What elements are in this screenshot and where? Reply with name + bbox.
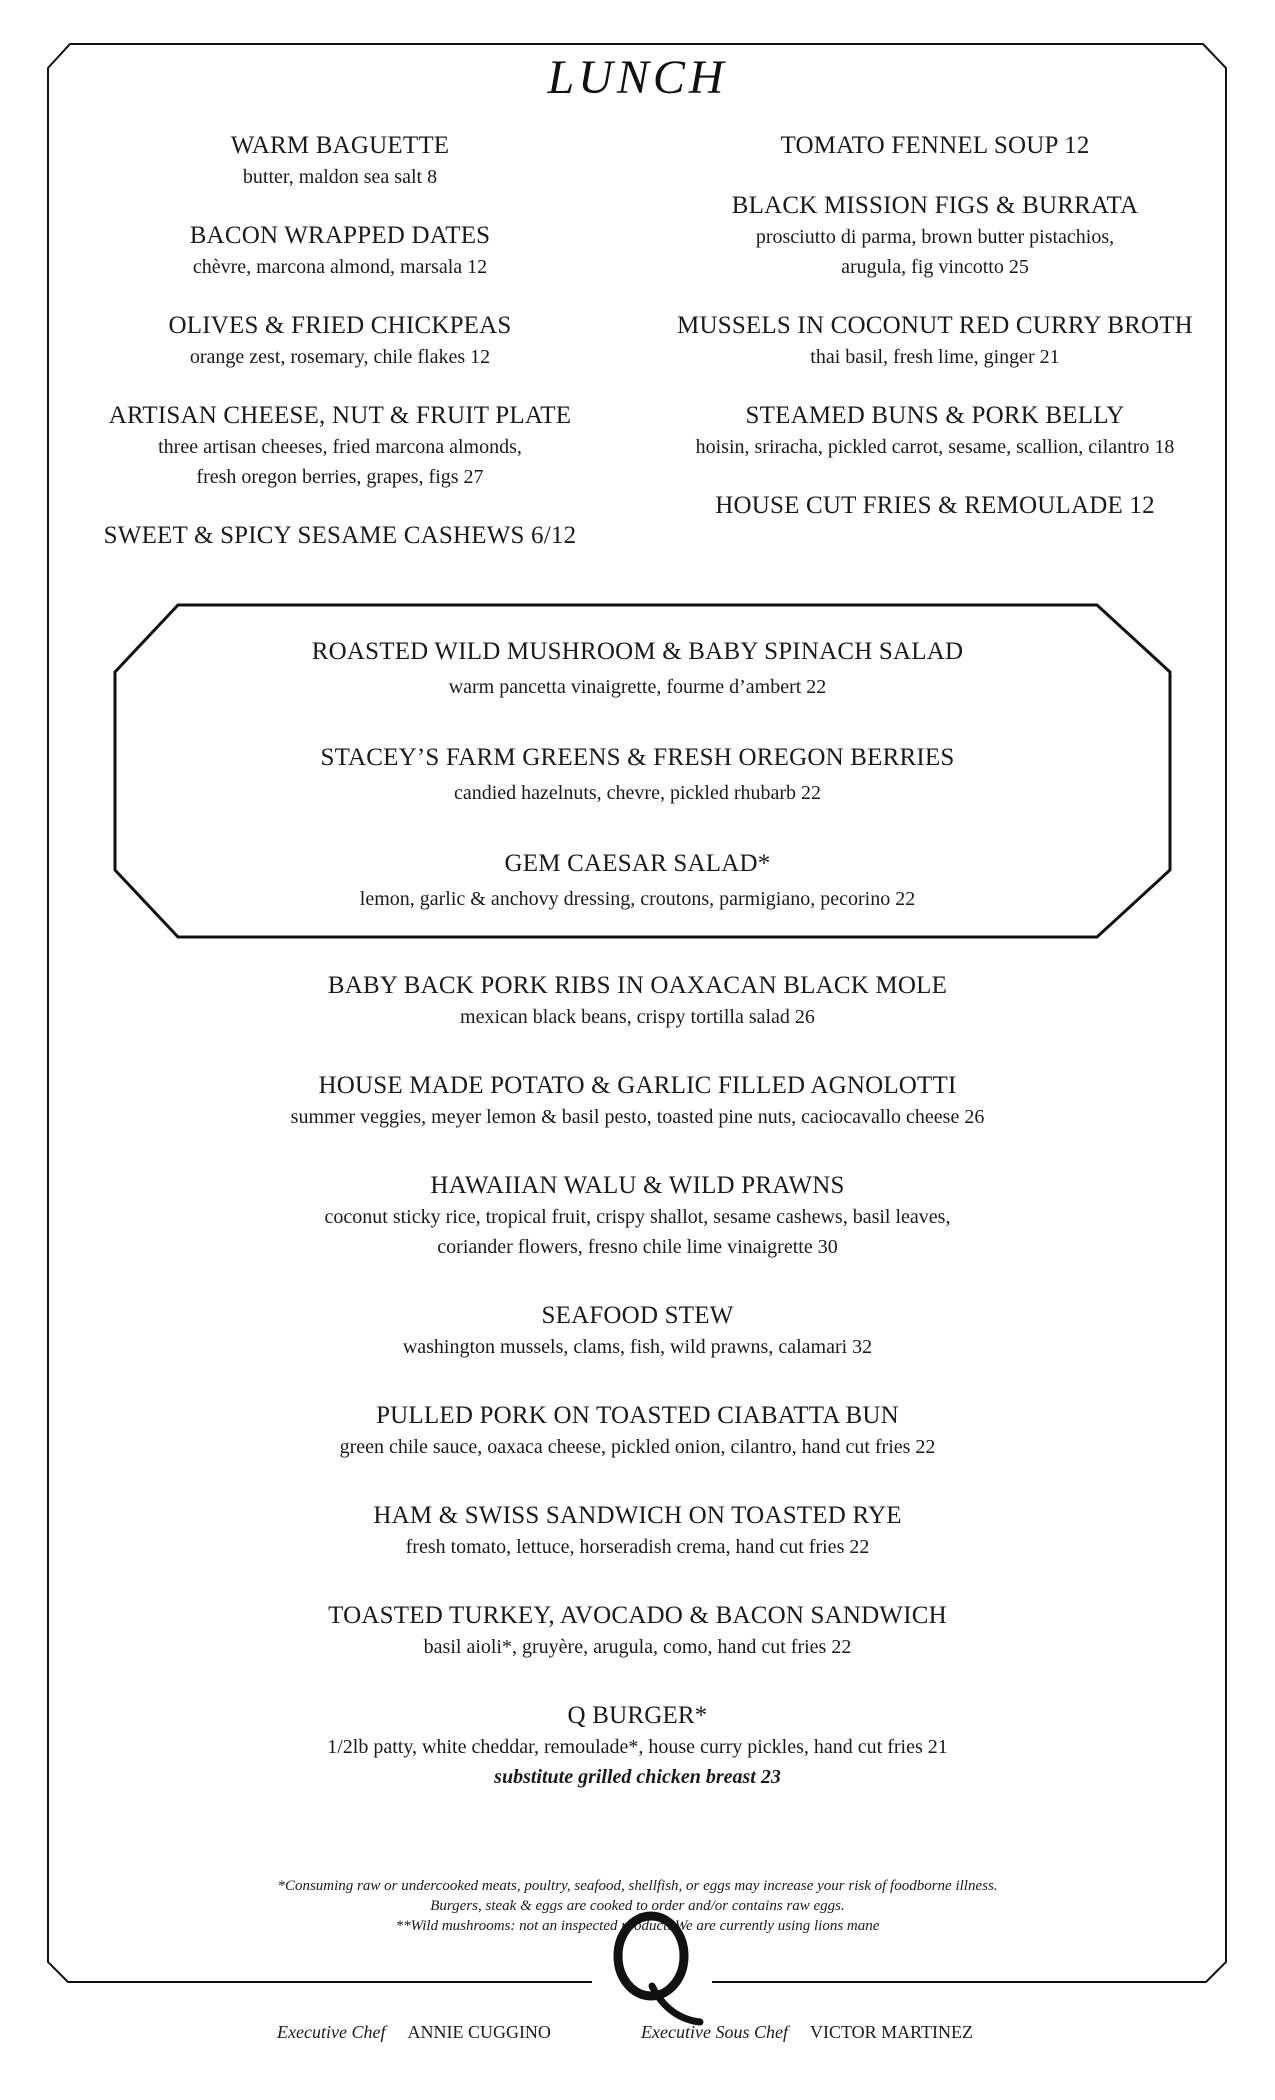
menu-item-description: mexican black beans, crispy tortilla salad 26 [460, 1006, 815, 1028]
salad-section [110, 636, 1165, 954]
menu-item-name: HOUSE MADE POTATO & GARLIC FILLED AGNOLOTTI [318, 1072, 957, 1099]
menu-item-name: Q BURGER* [567, 1702, 708, 1729]
menu-item-name: TOMATO FENNEL SOUP 12 [780, 132, 1090, 159]
menu-item-description: hoisin, sriracha, pickled carrot, sesame, scallion, cilantro 18 [695, 436, 1175, 458]
menu-item-description: orange zest, rosemary, chile flakes 12 [189, 346, 491, 368]
menu-item-description: thai basil, fresh lime, ginger 21 [810, 346, 1060, 368]
menu-item [60, 970, 1215, 1032]
starters-right-column [640, 130, 1230, 550]
menu-item-name: BACON WRAPPED DATES [189, 222, 491, 249]
menu-item-name: HAWAIIAN WALU & WILD PRAWNS [430, 1172, 845, 1199]
menu-item-name: STACEY’S FARM GREENS & FRESH OREGON BERRIES [320, 744, 955, 771]
menu-item-description: basil aioli*, gruyère, arugula, como, hand cut fries 22 [423, 1636, 852, 1658]
starters-left-column [70, 130, 610, 580]
menu-item [60, 1400, 1215, 1462]
menu-item-description: coriander flowers, fresno chile lime vinaigrette 30 [437, 1236, 838, 1258]
menu-item-description: chèvre, marcona almond, marsala 12 [192, 256, 488, 278]
sous-chef-name: VICTOR MARTINEZ [809, 2022, 974, 2042]
menu-item-description: arugula, fig vincotto 25 [841, 256, 1029, 278]
menu-item [60, 1700, 1215, 1792]
sous-chef-role: Executive Sous Chef [641, 2022, 788, 2042]
menu-item [60, 1500, 1215, 1562]
menu-item [640, 310, 1230, 372]
menu-item [640, 490, 1230, 522]
menu-item-description: summer veggies, meyer lemon & basil pesto, toasted pine nuts, caciocavallo cheese 26 [290, 1106, 985, 1128]
menu-item [60, 1300, 1215, 1362]
menu-item [70, 310, 610, 372]
menu-item [60, 1070, 1215, 1132]
menu-item-name: PULLED PORK ON TOASTED CIABATTA BUN [376, 1402, 899, 1429]
menu-item [640, 130, 1230, 162]
executive-chef-credit [277, 2022, 551, 2043]
menu-item-description: coconut sticky rice, tropical fruit, crispy shallot, sesame cashews, basil leaves, [324, 1206, 951, 1228]
menu-title: LUNCH [547, 51, 728, 104]
menu-item [110, 848, 1165, 914]
disclaimer-line: Burgers, steak & eggs are cooked to order and/or contains raw eggs. [430, 1898, 845, 1914]
executive-chef-name: ANNIE CUGGINO [407, 2022, 551, 2042]
menu-item-name: BABY BACK PORK RIBS IN OAXACAN BLACK MOLE [327, 972, 948, 999]
disclaimer-line: **Wild mushrooms: not an inspected product. We are currently using lions mane [395, 1918, 880, 1934]
menu-item-description: washington mussels, clams, fish, wild prawns, calamari 32 [402, 1336, 873, 1358]
menu-item-name: OLIVES & FRIED CHICKPEAS [168, 312, 512, 339]
menu-item [70, 520, 610, 552]
menu-item-description: 1/2lb patty, white cheddar, remoulade*, house curry pickles, hand cut fries 21 [327, 1736, 948, 1758]
menu-item [60, 1170, 1215, 1262]
sous-chef-credit [641, 2022, 973, 2043]
menu-item-description: candied hazelnuts, chevre, pickled rhubarb 22 [453, 782, 822, 804]
menu-item-name: GEM CAESAR SALAD* [504, 850, 771, 877]
menu-item [110, 742, 1165, 808]
menu-item [640, 400, 1230, 462]
menu-item [60, 1600, 1215, 1662]
mains-section [60, 970, 1215, 1830]
menu-item-description: lemon, garlic & anchovy dressing, croutons, parmigiano, pecorino 22 [359, 888, 916, 910]
menu-item-name: STEAMED BUNS & PORK BELLY [745, 402, 1125, 429]
menu-item-description: fresh oregon berries, grapes, figs 27 [196, 466, 484, 488]
menu-item [640, 190, 1230, 282]
menu-item-name: HOUSE CUT FRIES & REMOULADE 12 [715, 492, 1155, 519]
menu-item [70, 130, 610, 192]
menu-item-description: green chile sauce, oaxaca cheese, pickled onion, cilantro, hand cut fries 22 [339, 1436, 936, 1458]
menu-item-name: BLACK MISSION FIGS & BURRATA [731, 192, 1139, 219]
menu-item-description: warm pancetta vinaigrette, fourme d’ambert 22 [448, 676, 827, 698]
menu-item-description: fresh tomato, lettuce, horseradish crema, hand cut fries 22 [405, 1536, 870, 1558]
menu-item-description: butter, maldon sea salt 8 [242, 166, 438, 188]
menu-item-substitution: substitute grilled chicken breast 23 [494, 1766, 781, 1788]
menu-item-name: SEAFOOD STEW [541, 1302, 734, 1329]
menu-item-name: HAM & SWISS SANDWICH ON TOASTED RYE [373, 1502, 902, 1529]
menu-item-name: ARTISAN CHEESE, NUT & FRUIT PLATE [108, 402, 572, 429]
menu-item-description: three artisan cheeses, fried marcona almonds, [158, 436, 522, 458]
executive-chef-role: Executive Chef [277, 2022, 386, 2042]
menu-item [70, 220, 610, 282]
menu-item-name: WARM BAGUETTE [230, 132, 450, 159]
menu-item-name: TOASTED TURKEY, AVOCADO & BACON SANDWICH [328, 1602, 947, 1629]
menu-item-description: prosciutto di parma, brown butter pistachios, [755, 226, 1115, 248]
menu-item [110, 636, 1165, 702]
food-safety-disclaimer [100, 1876, 1175, 1936]
disclaimer-line: *Consuming raw or undercooked meats, poultry, seafood, shellfish, or eggs may increase your risk of foodborne illness. [277, 1878, 998, 1894]
menu-item-name: MUSSELS IN COCONUT RED CURRY BROTH [677, 312, 1193, 339]
menu-item-name: SWEET & SPICY SESAME CASHEWS 6/12 [103, 522, 577, 549]
menu-item-name: ROASTED WILD MUSHROOM & BABY SPINACH SALAD [311, 638, 964, 665]
menu-item [70, 400, 610, 492]
